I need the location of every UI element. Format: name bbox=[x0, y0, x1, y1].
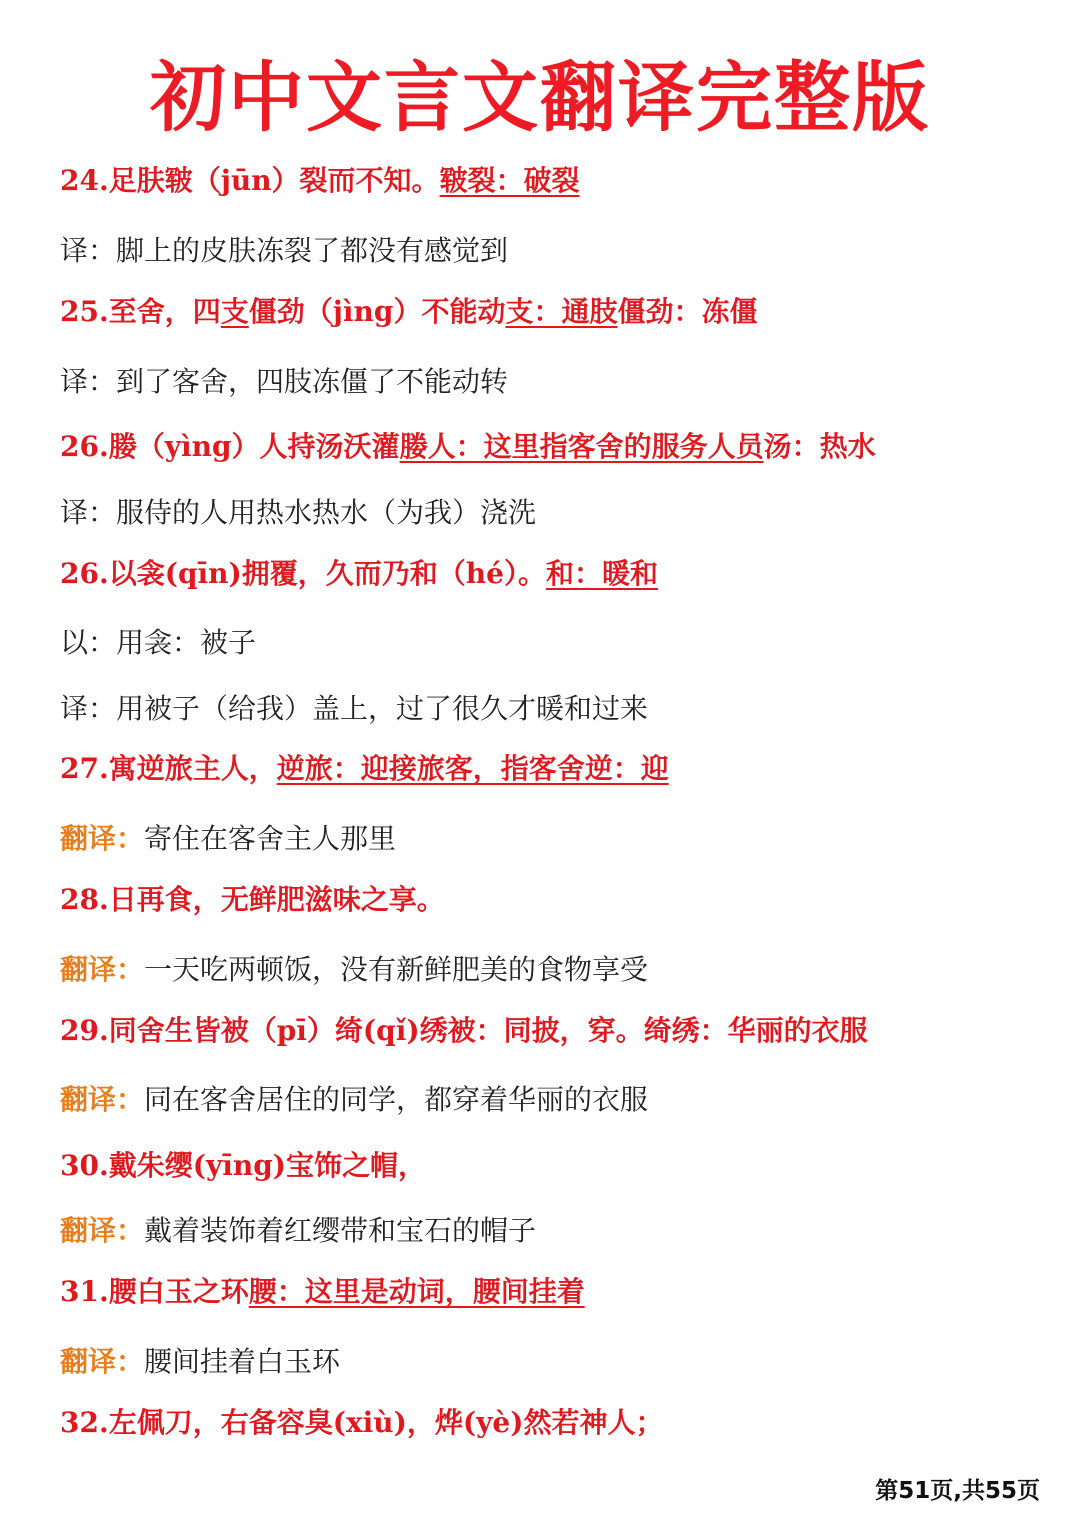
page-title: 初中文言文翻译完整版 bbox=[150, 53, 930, 142]
entry-27-translation bbox=[60, 816, 1050, 862]
original-text: 26.媵（yìng）人持汤沃灌 bbox=[60, 430, 400, 463]
entry-31-translation bbox=[60, 1339, 1050, 1385]
entry-26b-original bbox=[60, 551, 1050, 597]
original-text: 26.以衾(qīn)拥覆，久而乃和（hé）。 bbox=[60, 557, 546, 590]
entry-28-translation bbox=[60, 947, 1050, 993]
original-text: 25.至舍，四 bbox=[60, 295, 221, 328]
translation-text: 戴着装饰着红缨带和宝石的帽子 bbox=[144, 1214, 537, 1247]
entry-24-translation: 译：脚上的皮肤冻裂了都没有感觉到 bbox=[60, 234, 509, 267]
entry-27-original bbox=[60, 746, 1050, 792]
entry-26b-translation: 译：用被子（给我）盖上，过了很久才暖和过来 bbox=[60, 692, 649, 725]
entry-29-original: 29.同舍生皆被（pī）绮(qǐ)绣被：同披，穿。绮绣：华丽的衣服 bbox=[60, 1014, 868, 1047]
translation-label: 翻译： bbox=[60, 1345, 145, 1378]
entry-32-original: 32.左佩刀，右备容臭(xiù)，烨(yè)然若神人； bbox=[60, 1406, 664, 1439]
note-text: 媵人：这里指客舍的服务人员 bbox=[399, 430, 764, 463]
entry-29-translation bbox=[60, 1077, 1050, 1123]
original-text: 27.寓逆旅主人， bbox=[60, 752, 277, 785]
highlight-text: 支 bbox=[220, 295, 249, 328]
entry-25-original bbox=[60, 289, 1050, 335]
entry-30-original: 30.戴朱缨(yīng)宝饰之帽， bbox=[60, 1149, 427, 1182]
entry-30-translation bbox=[60, 1208, 1050, 1254]
original-text: 24.足肤皲（jūn）裂而不知。 bbox=[60, 164, 440, 197]
entry-26b-gloss: 以：用衾：被子 bbox=[60, 626, 257, 659]
translation-text: 寄住在客舍主人那里 bbox=[144, 822, 397, 855]
note-text: 逆旅：迎接旅客，指客舍逆：迎 bbox=[276, 752, 669, 785]
entry-26-translation: 译：服侍的人用热水热水（为我）浇洗 bbox=[60, 496, 537, 529]
translation-text: 同在客舍居住的同学，都穿着华丽的衣服 bbox=[144, 1083, 649, 1116]
note-text: 支：通肢 bbox=[505, 295, 618, 328]
translation-text: 腰间挂着白玉环 bbox=[144, 1345, 341, 1378]
page-number: 第51页,共55页 bbox=[875, 1478, 1040, 1504]
translation-label: 翻译： bbox=[60, 1214, 145, 1247]
translation-text: 一天吃两顿饭，没有新鲜肥美的食物享受 bbox=[144, 953, 649, 986]
entry-25-translation: 译：到了客舍，四肢冻僵了不能动转 bbox=[60, 365, 509, 398]
note-text: 腰：这里是动词，腰间挂着 bbox=[248, 1275, 585, 1308]
note-text: 和：暖和 bbox=[545, 557, 658, 590]
entry-26-original bbox=[60, 424, 1050, 470]
note-text: 汤：热水 bbox=[763, 430, 876, 463]
translation-label: 翻译： bbox=[60, 822, 145, 855]
entry-28-original: 28.日再食，无鲜肥滋味之享。 bbox=[60, 883, 445, 916]
translation-label: 翻译： bbox=[60, 1083, 145, 1116]
original-text: 31.腰白玉之环 bbox=[60, 1275, 249, 1308]
entry-31-original bbox=[60, 1269, 1050, 1315]
original-text: 僵劲（jìng）不能动 bbox=[248, 295, 506, 328]
translation-label: 翻译： bbox=[60, 953, 145, 986]
entry-24-original bbox=[60, 158, 1050, 204]
note-text: 皲裂：破裂 bbox=[439, 164, 580, 197]
note-text: 僵劲：冻僵 bbox=[617, 295, 758, 328]
